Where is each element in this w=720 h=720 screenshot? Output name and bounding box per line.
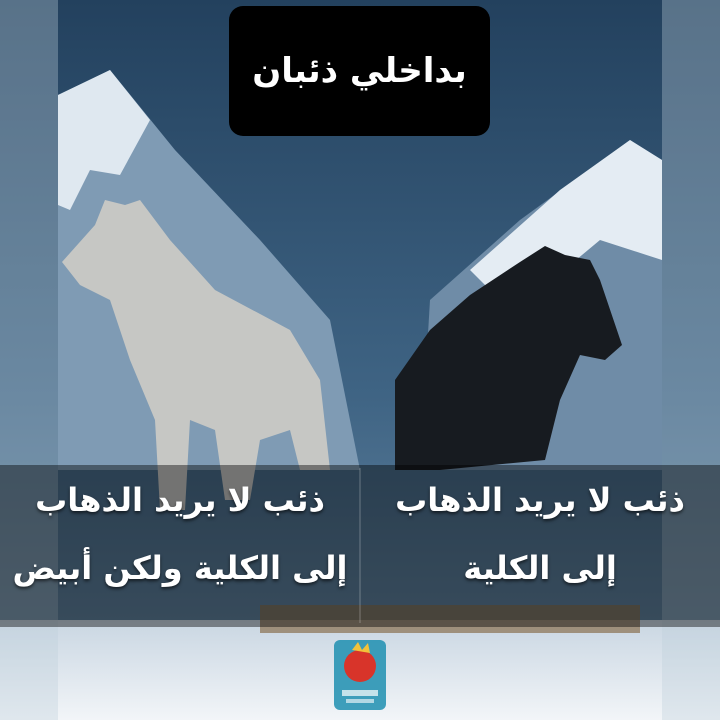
caption-white-line-2: إلى الكلية ولكن أبيض xyxy=(12,549,348,587)
title-box xyxy=(229,6,490,136)
caption-white-wolf xyxy=(0,480,360,620)
caption-black-line-2: إلى الكلية xyxy=(463,549,617,587)
rooster-logo-icon xyxy=(332,636,388,714)
caption-black-wolf xyxy=(360,480,720,620)
caption-black-line-1: ذئب لا يريد الذهاب xyxy=(395,481,685,519)
caption-white-line-1: ذئب لا يريد الذهاب xyxy=(35,481,325,519)
title-text: بداخلي ذئبان xyxy=(252,51,467,91)
